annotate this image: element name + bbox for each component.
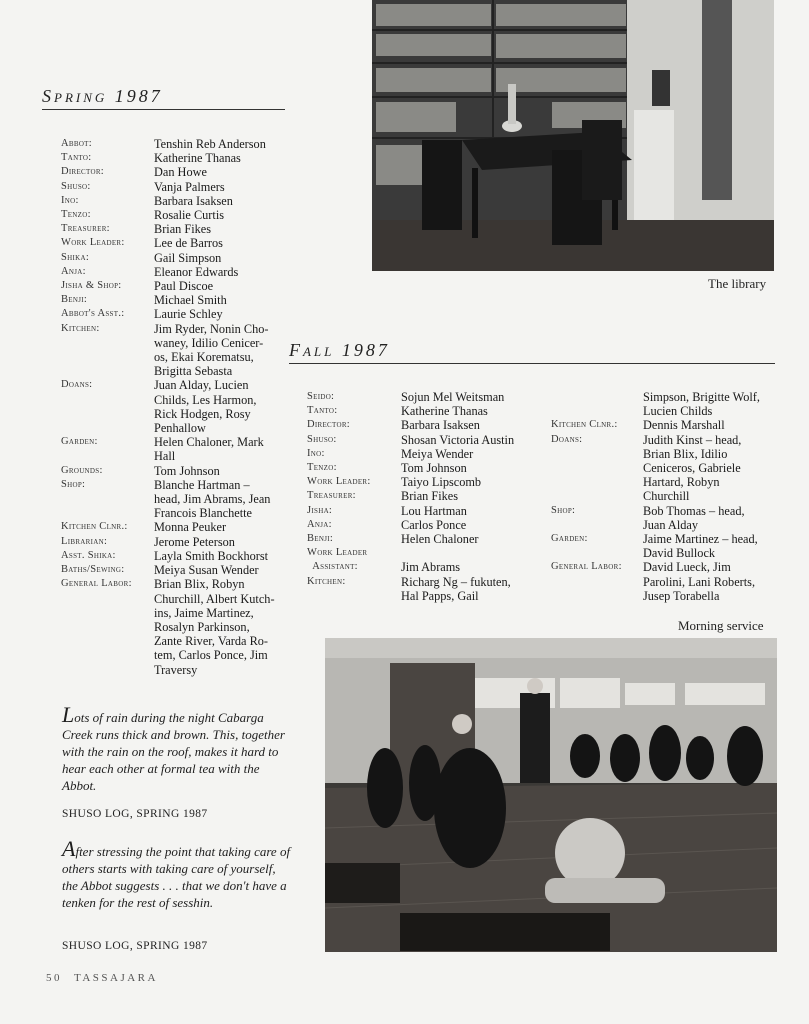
roster-role: Shuso: [61, 180, 91, 192]
roster-role: Shuso: [307, 433, 337, 445]
quote-1 [62, 702, 292, 794]
quote-2 [62, 836, 292, 911]
roster-role: Director: [61, 166, 105, 178]
library-photo [372, 0, 774, 271]
roster-role: Work Leader Assistant: [307, 547, 368, 573]
roster-row [61, 180, 294, 194]
roster-names: Paul Discoe [154, 279, 214, 294]
roster-names: Taiyo Lipscomb [401, 475, 482, 490]
roster-row [61, 464, 294, 478]
roster-row [61, 322, 294, 379]
roster-names: Katherine Thanas [154, 151, 241, 166]
roster-names: Blanche Hartman – head, Jim Abrams, Jean Francois Blanchette [154, 477, 271, 521]
roster-role: General Labor: [61, 578, 132, 590]
roster-row [307, 418, 541, 432]
roster-row [307, 475, 541, 489]
fall-roster-right [551, 390, 778, 603]
roster-row [61, 265, 294, 279]
roster-names: Brian Fikes [154, 222, 212, 237]
library-caption: The library [708, 276, 767, 291]
roster-row [307, 532, 541, 546]
roster-role: Ino: [61, 194, 79, 206]
roster-names: Bob Thomas – head, Juan Alday [643, 503, 745, 532]
roster-role: Shika: [61, 251, 90, 263]
roster-role: Abbot's Asst.: [61, 308, 125, 320]
roster-names: Judith Kinst – head, Brian Blix, Idilio Ceniceros, Gabriele Hartard, Robyn Churchill [643, 432, 742, 504]
roster-names: Brian Fikes [401, 489, 459, 504]
roster-row [61, 293, 294, 307]
roster-names: Layla Smith Bockhorst [154, 548, 269, 563]
roster-names: Michael Smith [154, 293, 227, 308]
roster-names: Carlos Ponce [401, 517, 467, 532]
roster-names: Tom Johnson [401, 461, 467, 476]
roster-row [61, 194, 294, 208]
roster-role: Director: [307, 419, 351, 431]
roster-role: Treasurer: [61, 223, 110, 235]
roster-row [61, 435, 294, 463]
roster-row [307, 433, 541, 447]
roster-names: Helen Chaloner, Mark Hall [154, 435, 264, 464]
roster-names: Juan Alday, Lucien Childs, Les Harmon, Rick Hodgen, Rosy Penhallow [154, 378, 257, 436]
quote-1-text: ots of rain during the night Cabarga Creek runs thick and brown. This, together with the rain on the roof, makes it hard to hear each other at formal tea with the Abbot. [62, 710, 285, 793]
page-number: 50 [46, 972, 62, 984]
roster-names: Shosan Victoria Austin [401, 432, 515, 447]
quote-2-source: SHUSO LOG, SPRING 1987 [62, 940, 208, 952]
roster-role: Kitchen Clnr.: [551, 419, 618, 431]
roster-names: Dan Howe [154, 165, 207, 180]
roster-names: Rosalie Curtis [154, 208, 225, 223]
library-image [372, 0, 774, 271]
roster-role: Work Leader: [61, 237, 125, 249]
roster-names: David Lueck, Jim Parolini, Lani Roberts, Jusep Torabella [643, 560, 756, 603]
roster-row [61, 478, 294, 521]
roster-names: Gail Simpson [154, 250, 222, 265]
roster-row [551, 390, 778, 418]
roster-row [61, 535, 294, 549]
quote-2-text: fter stressing the point that taking care of others starts with taking care of yourself, the Abbot suggests . . . that we don't have a tenken for the rest of sesshin. [62, 844, 291, 910]
roster-row [61, 378, 294, 435]
roster-row [307, 390, 541, 404]
roster-role: Tanto: [307, 405, 338, 417]
roster-role: Doans: [551, 433, 583, 445]
roster-role: General Labor: [551, 561, 622, 573]
roster-names: Vanja Palmers [154, 179, 225, 194]
roster-row [307, 447, 541, 461]
roster-role: Baths/Sewing: [61, 564, 125, 576]
roster-role: Abbot: [61, 138, 92, 149]
roster-names: Dennis Marshall [643, 418, 725, 433]
morning-service-photo [325, 638, 777, 952]
roster-role: Garden: [551, 533, 588, 545]
roster-row [307, 461, 541, 475]
roster-names: Richarg Ng – fukuten, Hal Papps, Gail [401, 574, 511, 603]
roster-row [551, 560, 778, 603]
roster-role: Garden: [61, 436, 98, 448]
roster-names: Katherine Thanas [401, 404, 488, 419]
roster-role: Asst. Shika: [61, 549, 116, 561]
roster-names: Monna Peuker [154, 520, 227, 535]
roster-role: Kitchen: [307, 575, 346, 587]
roster-row [61, 137, 294, 151]
roster-row [61, 236, 294, 250]
roster-names: Lee de Barros [154, 236, 223, 251]
roster-names: Meiya Wender [401, 446, 474, 461]
roster-role: Tenzo: [307, 462, 337, 474]
roster-role: Doans: [61, 379, 93, 391]
roster-row [307, 575, 541, 603]
roster-names: Simpson, Brigitte Wolf, Lucien Childs [643, 390, 760, 419]
roster-role: Tanto: [61, 152, 92, 164]
roster-names: Tom Johnson [154, 463, 220, 478]
roster-role: Tenzo: [61, 209, 91, 221]
quote-1-source: SHUSO LOG, SPRING 1987 [62, 808, 208, 820]
roster-role: Benji: [307, 533, 334, 545]
roster-names: Barbara Isaksen [401, 418, 480, 433]
roster-role: Kitchen Clnr.: [61, 521, 128, 533]
roster-names: Helen Chaloner [401, 532, 479, 547]
roster-role: Kitchen: [61, 322, 100, 334]
folio [46, 972, 170, 984]
roster-role: Work Leader: [307, 476, 371, 488]
roster-role: Shop: [61, 478, 86, 490]
roster-names: Barbara Isaksen [154, 193, 233, 208]
morning-service-image [325, 638, 777, 952]
roster-row [61, 279, 294, 293]
roster-row [551, 504, 778, 532]
roster-role: Seido: [307, 391, 335, 402]
fall-roster-left [307, 390, 541, 603]
running-title: TASSAJARA [74, 972, 158, 984]
roster-role: Jisha: [307, 504, 333, 516]
roster-row [307, 489, 541, 503]
spring-roster [61, 137, 294, 677]
roster-names: Brian Blix, Robyn Churchill, Albert Kutch- ins, Jaime Martinez, Rosalyn Parkinson, Zante River, Varda Ro- tem, Carlos Ponce, Jim Traversy [154, 577, 275, 677]
roster-row [307, 546, 541, 574]
roster-row [61, 549, 294, 563]
roster-names: Meiya Susan Wender [154, 563, 259, 578]
quote-1-dropcap: L [62, 702, 75, 727]
roster-role: Anja: [61, 265, 86, 277]
roster-row [61, 151, 294, 165]
roster-row [61, 251, 294, 265]
roster-role [551, 390, 643, 418]
roster-row [551, 433, 778, 504]
roster-names: Tenshin Reb Anderson [154, 137, 266, 151]
roster-names: Sojun Mel Weitsman [401, 390, 505, 404]
roster-row [307, 518, 541, 532]
roster-row [61, 520, 294, 534]
roster-row [61, 208, 294, 222]
quote-2-dropcap: A [62, 836, 76, 861]
roster-names: Jerome Peterson [154, 534, 235, 549]
fall-section-title: Fall 1987 [289, 340, 775, 364]
roster-row [61, 563, 294, 577]
roster-role: Treasurer: [307, 490, 356, 502]
roster-role: Anja: [307, 518, 332, 530]
roster-names: Laurie Schley [154, 307, 223, 322]
roster-names: Jim Abrams [401, 560, 461, 575]
roster-role: Grounds: [61, 464, 103, 476]
roster-names: Lou Hartman [401, 503, 467, 518]
roster-row [551, 418, 778, 432]
roster-row [307, 504, 541, 518]
roster-row [551, 532, 778, 560]
roster-row [61, 165, 294, 179]
roster-role: Jisha & Shop: [61, 280, 122, 292]
roster-row [307, 404, 541, 418]
roster-role: Benji: [61, 294, 88, 306]
roster-row [61, 577, 294, 676]
service-caption: Morning service [678, 618, 764, 633]
roster-names: Eleanor Edwards [154, 264, 239, 279]
roster-role: Librarian: [61, 535, 108, 547]
roster-names: Jaime Martinez – head, David Bullock [643, 532, 758, 561]
roster-row [61, 222, 294, 236]
roster-names: Jim Ryder, Nonin Cho- waney, Idilio Cenicer- os, Ekai Korematsu, Brigitta Sebasta [154, 321, 269, 379]
roster-row [61, 307, 294, 321]
roster-role: Ino: [307, 447, 325, 459]
roster-role: Shop: [551, 504, 576, 516]
spring-section-title: Spring 1987 [42, 86, 285, 110]
